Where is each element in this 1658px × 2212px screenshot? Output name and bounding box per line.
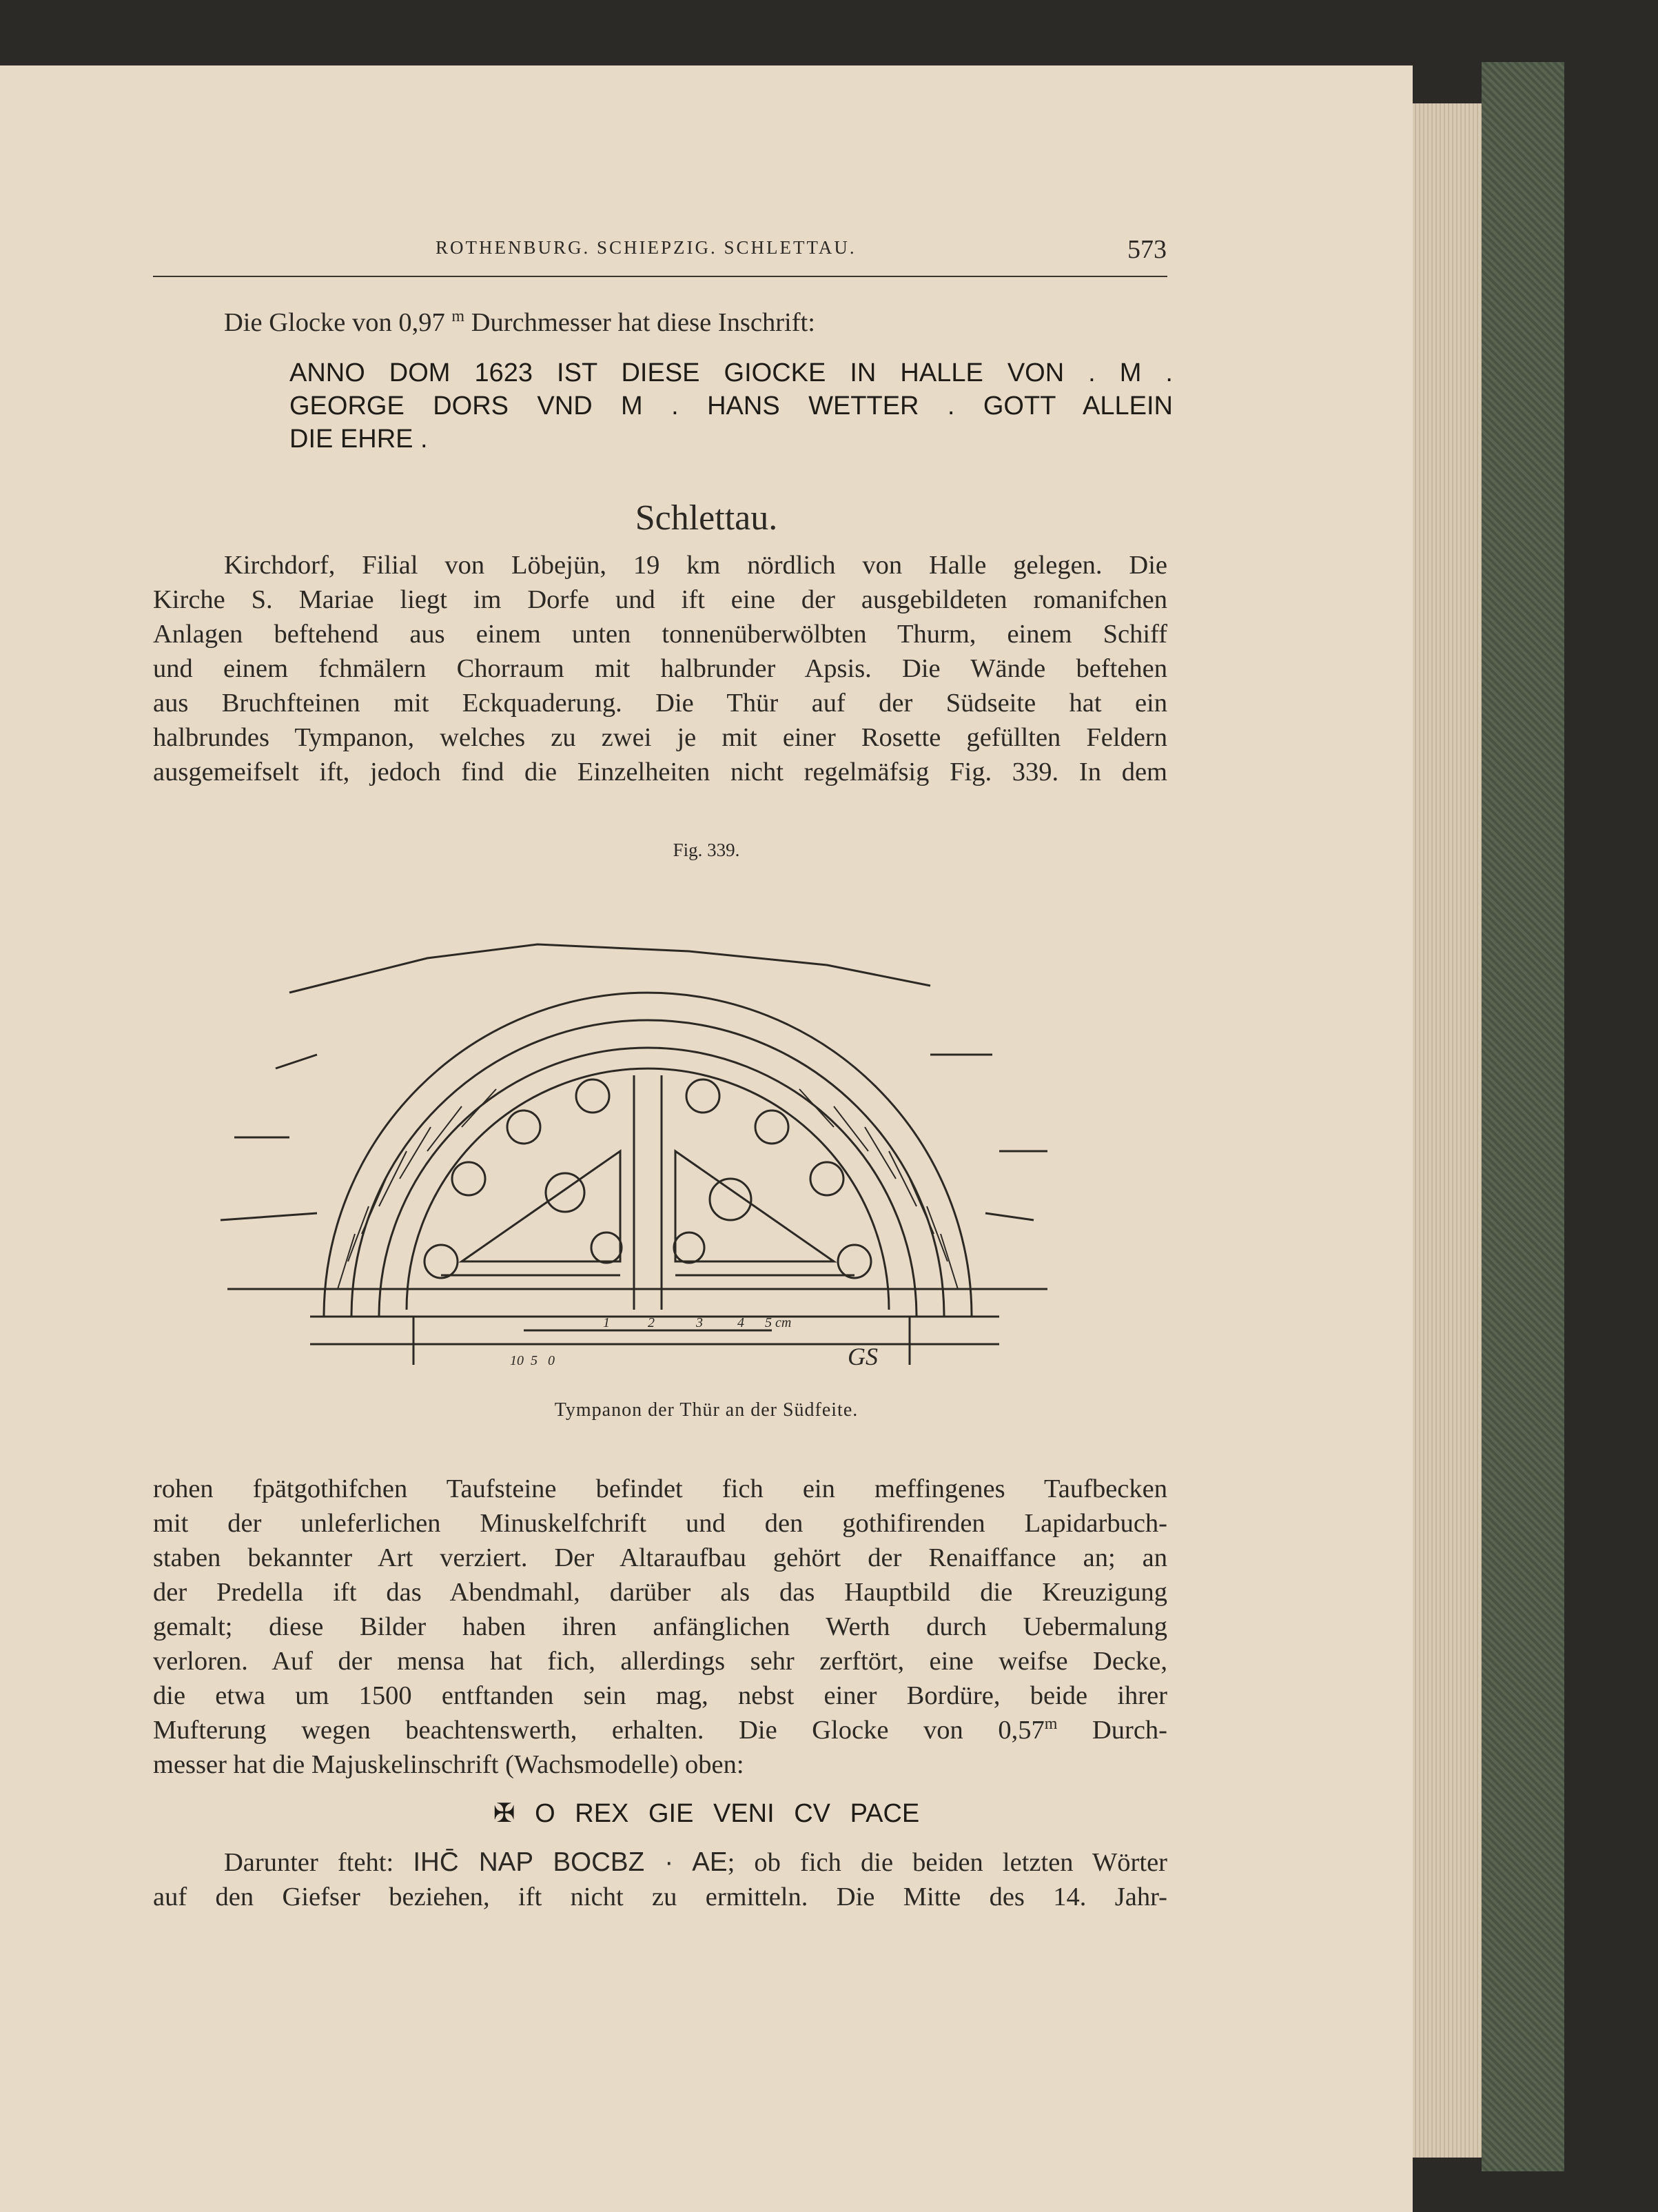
scale-label: 1	[603, 1315, 610, 1330]
paragraph-text: ; ob fich die beiden letzten Wörter	[727, 1848, 1167, 1877]
inscription-inline: IHC̄ NAP BOCBZ · AE	[413, 1847, 728, 1877]
paragraph-line: Kirche S. Mariae liegt im Dorfe und ift eine der ausgebildeten romanifchen	[153, 585, 1167, 614]
page-fore-edge	[1413, 103, 1482, 2158]
scale-label: 10	[510, 1353, 524, 1368]
bell-inscription-line: ANNO DOM 1623 IST DIESE GIOCKE IN HALLE VON . M .	[289, 358, 1173, 387]
paragraph-line: verloren. Auf der mensa hat fich, allerdings sehr zerftört, eine weifse Decke,	[153, 1647, 1167, 1676]
paragraph-line	[153, 1715, 1167, 1745]
paragraph-line: halbrundes Tympanon, welches zu zwei je mit einer Rosette gefüllten Feldern	[153, 723, 1167, 752]
scale-label: 0	[548, 1353, 555, 1368]
figure-caption: Tympanon der Thür an der Südfeite.	[554, 1399, 859, 1421]
book-cover-cloth	[1482, 62, 1564, 2171]
paragraph-line: messer hat die Majuskelinschrift (Wachsmodelle) oben:	[153, 1750, 744, 1779]
paragraph-text: Darunter fteht:	[224, 1848, 413, 1877]
paragraph-line: der Predella ift das Abendmahl, darüber als das Hauptbild die Kreuzigung	[153, 1578, 1167, 1607]
bell-inscription-line: GEORGE DORS VND M . HANS WETTER . GOTT ALLEIN	[289, 392, 1173, 420]
paragraph-text: Mufterung wegen beachtenswerth, erhalten. Die Glocke von 0,57	[153, 1716, 1045, 1745]
paragraph-line: die etwa um 1500 entftanden sein mag, nebst einer Bordüre, beide ihrer	[153, 1681, 1167, 1710]
paragraph-line: mit der unleferlichen Minuskelfchrift und den gothifirenden Lapidarbuch-	[153, 1509, 1167, 1538]
paragraph-line: und einem fchmälern Chorraum mit halbrunder Apsis. Die Wände beftehen	[153, 654, 1167, 683]
paragraph-line: gemalt; diese Bilder haben ihren anfänglichen Werth durch Uebermalung	[153, 1612, 1167, 1641]
paragraph-line: aus Bruchfteinen mit Eckquaderung. Die Thür auf der Südseite hat ein	[153, 689, 1167, 718]
scale-label: 3	[696, 1315, 703, 1330]
bell-inscription-2: ✠ O REX GIE VENI CV PACE	[493, 1799, 920, 1828]
intro-text-rest: Durchmesser hat diese Inschrift:	[464, 308, 815, 337]
paragraph-line: auf den Giefser beziehen, ift nicht zu ermitteln. Die Mitte des 14. Jahr-	[153, 1883, 1167, 1911]
section-heading: Schlettau.	[635, 498, 778, 538]
page-number: 573	[1127, 235, 1167, 264]
bell-inscription-line: DIE EHRE .	[289, 425, 428, 454]
scale-label: 5	[765, 1315, 772, 1330]
paragraph-line: Anlagen beftehend aus einem unten tonnenüberwölbten Thurm, einem Schiff	[153, 620, 1167, 649]
intro-text: Die Glocke von 0,97	[224, 308, 452, 337]
scale-label: 4	[737, 1315, 744, 1330]
bell-intro-line	[224, 307, 1167, 338]
intro-unit: m	[451, 307, 465, 326]
paragraph-line: ausgemeifselt ift, jedoch find die Einzelheiten nicht regelmäfsig Fig. 339. In dem	[153, 758, 1167, 787]
figure-label: Fig. 339.	[673, 840, 740, 860]
header-rule	[153, 276, 1167, 277]
artist-monogram: GS	[848, 1343, 878, 1370]
paragraph-text: Durch-	[1057, 1716, 1167, 1745]
tympanon-illustration	[207, 889, 1116, 1386]
paragraph-line: Kirchdorf, Filial von Löbejün, 19 km nördlich von Halle gelegen. Die	[224, 551, 1167, 580]
paragraph-line: staben bekannter Art verziert. Der Altaraufbau gehört der Renaiffance an; an	[153, 1543, 1167, 1572]
running-head: ROTHENBURG. SCHIEPZIG. SCHLETTAU.	[436, 237, 857, 258]
scale-label: 2	[648, 1315, 655, 1330]
paragraph-line	[224, 1847, 1167, 1878]
unit-sup: m	[1044, 1715, 1058, 1734]
scale-unit: cm	[775, 1315, 792, 1330]
scale-label: 5	[531, 1353, 538, 1368]
paragraph-line: rohen fpätgothifchen Taufsteine befindet fich ein meffingenes Taufbecken	[153, 1474, 1167, 1503]
